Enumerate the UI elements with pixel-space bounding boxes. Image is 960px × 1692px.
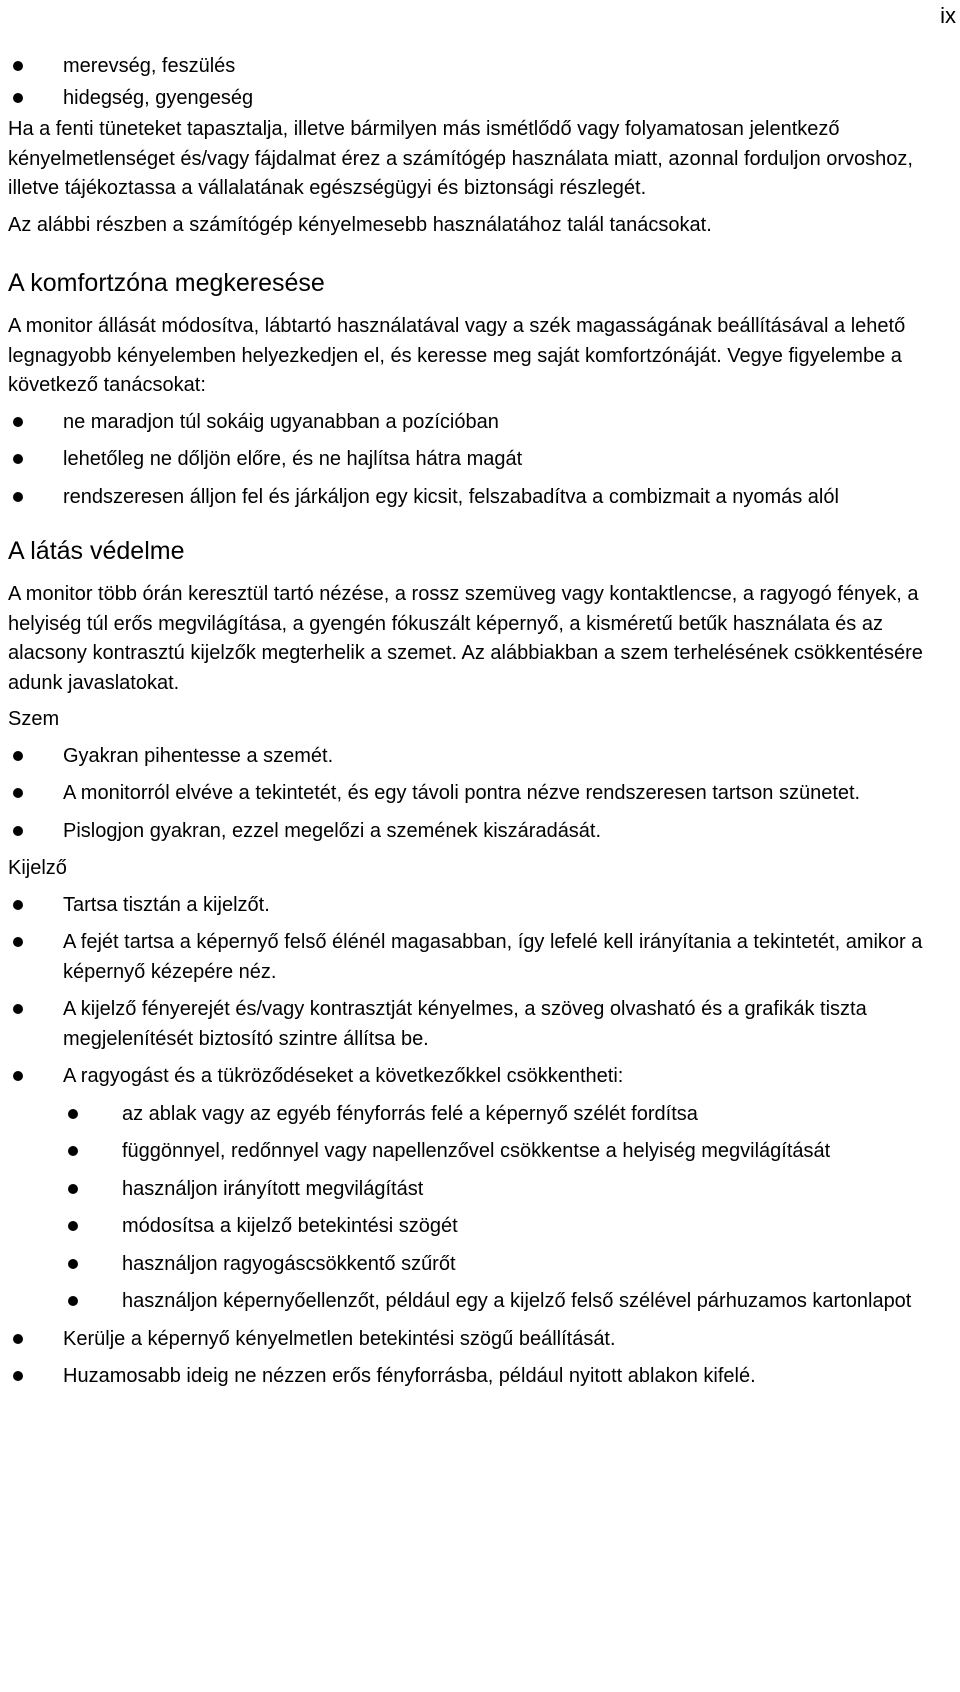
- display-bullet-list: [8, 891, 954, 1092]
- list-item: Pislogjon gyakran, ezzel megelőzi a szemének kiszáradását.: [8, 817, 954, 847]
- list-item: az ablak vagy az egyéb fényforrás felé a képernyő szélét fordítsa: [63, 1100, 954, 1130]
- list-item: módosítsa a kijelző betekintési szögét: [63, 1212, 954, 1242]
- list-item: A kijelző fényerejét és/vagy kontrasztját kényelmes, a szöveg olvasható és a grafikák tiszta megjelenítését biztosító szintre állítsa be.: [8, 995, 954, 1054]
- comfort-paragraph: A monitor állását módosítva, lábtartó használatával vagy a szék magasságának beállításával a lehető legnagyobb kényelemben helyezkedjen el, és keresse meg saját komfortzónáját. Vegye figyelembe a következő tanácsokat:: [8, 315, 906, 396]
- list-item: használjon irányított megvilágítást: [63, 1175, 954, 1205]
- list-item: függönnyel, redőnnyel vagy napellenzővel csökkentse a helyiség megvilágítását: [63, 1137, 954, 1167]
- vision-heading: A látás védelme: [8, 537, 185, 565]
- document-body: [8, 52, 954, 1400]
- eye-bullet-list: [8, 742, 954, 847]
- list-item: Kerülje a képernyő kényelmetlen betekintési szögű beállítását.: [8, 1325, 954, 1355]
- final-bullet-list: [8, 1325, 954, 1392]
- intro-paragraph: Ha a fenti tüneteket tapasztalja, illetve bármilyen más ismétlődő vagy folyamatosan jelentkező kényelmetlenséget és/vagy fájdalmat érez a számítógép használata miatt, azonnal forduljon orvoshoz, illetve tájékoztassa a vállalatának egészségügyi és biztonsági részlegét.: [8, 118, 913, 199]
- comfort-heading: A komfortzóna megkeresése: [8, 269, 325, 297]
- list-item: merevség, feszülés: [8, 52, 954, 82]
- vision-paragraph: A monitor több órán keresztül tartó nézése, a rossz szemüveg vagy kontaktlencse, a ragyogó fények, a helyiség túl erős megvilágítása, a gyengén fókuszált képernyő, a kisméretű betűk használata és az alacsony kontrasztú kijelzők megterhelik a szemet. Az alábbiakban a szem terhelésének csökkentésére adunk javaslatokat.: [8, 583, 923, 694]
- list-item: Gyakran pihentesse a szemét.: [8, 742, 954, 772]
- intro-bullet-list: [8, 52, 954, 113]
- glare-bullet-list: [63, 1100, 954, 1317]
- list-item: Huzamosabb ideig ne nézzen erős fényforrásba, például nyitott ablakon kifelé.: [8, 1362, 954, 1392]
- page-number: ix: [940, 3, 956, 28]
- list-item: A ragyogást és a tükröződéseket a következőkkel csökkentheti:: [8, 1062, 954, 1092]
- list-item: rendszeresen álljon fel és járkáljon egy kicsit, felszabadítva a combizmait a nyomás alól: [8, 483, 954, 513]
- list-item: Tartsa tisztán a kijelzőt.: [8, 891, 954, 921]
- list-item: A monitorról elvéve a tekintetét, és egy távoli pontra nézve rendszeresen tartson szünetet.: [8, 779, 954, 809]
- intro-note: Az alábbi részben a számítógép kényelmesebb használatához talál tanácsokat.: [8, 213, 712, 236]
- list-item: hidegség, gyengeség: [8, 84, 954, 114]
- display-section-label: Kijelző: [8, 857, 67, 879]
- list-item: használjon képernyőellenzőt, például egy a kijelző felső szélével párhuzamos kartonlapot: [63, 1287, 954, 1317]
- list-item: használjon ragyogáscsökkentő szűrőt: [63, 1250, 954, 1280]
- comfort-bullet-list: [8, 408, 954, 513]
- list-item: lehetőleg ne dőljön előre, és ne hajlítsa hátra magát: [8, 445, 954, 475]
- list-item: A fejét tartsa a képernyő felső élénél magasabban, így lefelé kell irányítania a tekintetét, amikor a képernyő kézepére néz.: [8, 928, 954, 987]
- eye-section-label: Szem: [8, 708, 60, 730]
- list-item: ne maradjon túl sokáig ugyanabban a pozícióban: [8, 408, 954, 438]
